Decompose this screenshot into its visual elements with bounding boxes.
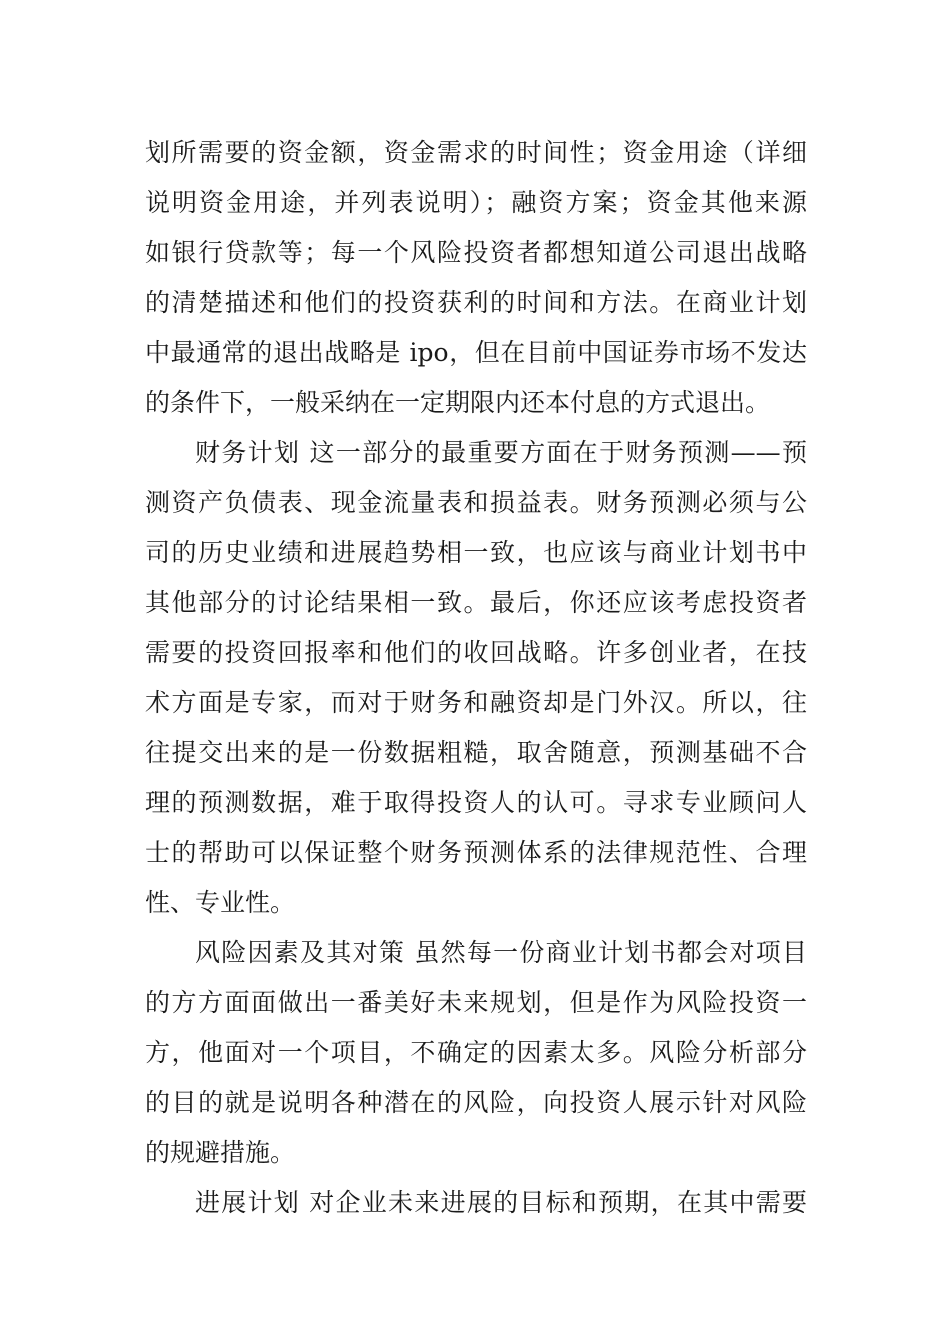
paragraph-financial-plan bbox=[145, 428, 807, 928]
text-line: 的方方面面做出一番美好未来规划，但是作为风险投资一 bbox=[145, 988, 807, 1017]
text-line: 财务计划 这一部分的最重要方面在于财务预测——预 bbox=[195, 438, 807, 467]
text-line: 进展计划 对企业未来进展的目标和预期，在其中需要 bbox=[195, 1188, 807, 1217]
text-line: 说明资金用途，并列表说明）；融资方案；资金其他来源 bbox=[145, 188, 807, 217]
text-line: 士的帮助可以保证整个财务预测体系的法律规范性、合理 bbox=[145, 838, 807, 867]
text-line: 中最通常的退出战略是 ipo，但在目前中国证券市场不发达 bbox=[145, 338, 807, 367]
paragraph-progress-plan bbox=[145, 1178, 807, 1228]
paragraph-funding bbox=[145, 128, 807, 428]
paragraph-risk-factors bbox=[145, 928, 807, 1178]
text-line: 术方面是专家，而对于财务和融资却是门外汉。所以，往 bbox=[145, 688, 807, 717]
text-line: 的条件下，一般采纳在一定期限内还本付息的方式退出。 bbox=[145, 388, 771, 417]
text-line: 测资产负债表、现金流量表和损益表。财务预测必须与公 bbox=[145, 488, 807, 517]
text-line: 划所需要的资金额，资金需求的时间性；资金用途（详细 bbox=[145, 138, 807, 167]
text-line: 的清楚描述和他们的投资获利的时间和方法。在商业计划 bbox=[145, 288, 807, 317]
document-page bbox=[145, 128, 807, 1228]
text-line: 其他部分的讨论结果相一致。最后，你还应该考虑投资者 bbox=[145, 588, 807, 617]
text-line: 方，他面对一个项目，不确定的因素太多。风险分析部分 bbox=[145, 1038, 807, 1067]
text-line: 的规避措施。 bbox=[145, 1138, 296, 1167]
text-line: 风险因素及其对策 虽然每一份商业计划书都会对项目 bbox=[195, 938, 807, 967]
text-line: 理的预测数据，难于取得投资人的认可。寻求专业顾问人 bbox=[145, 788, 807, 817]
text-line: 的目的就是说明各种潜在的风险，向投资人展示针对风险 bbox=[145, 1088, 807, 1117]
text-line: 性、专业性。 bbox=[145, 888, 296, 917]
text-line: 司的历史业绩和进展趋势相一致，也应该与商业计划书中 bbox=[145, 538, 807, 567]
text-line: 如银行贷款等；每一个风险投资者都想知道公司退出战略 bbox=[145, 238, 807, 267]
text-line: 往提交出来的是一份数据粗糙，取舍随意，预测基础不合 bbox=[145, 738, 807, 767]
text-line: 需要的投资回报率和他们的收回战略。许多创业者，在技 bbox=[145, 638, 807, 667]
